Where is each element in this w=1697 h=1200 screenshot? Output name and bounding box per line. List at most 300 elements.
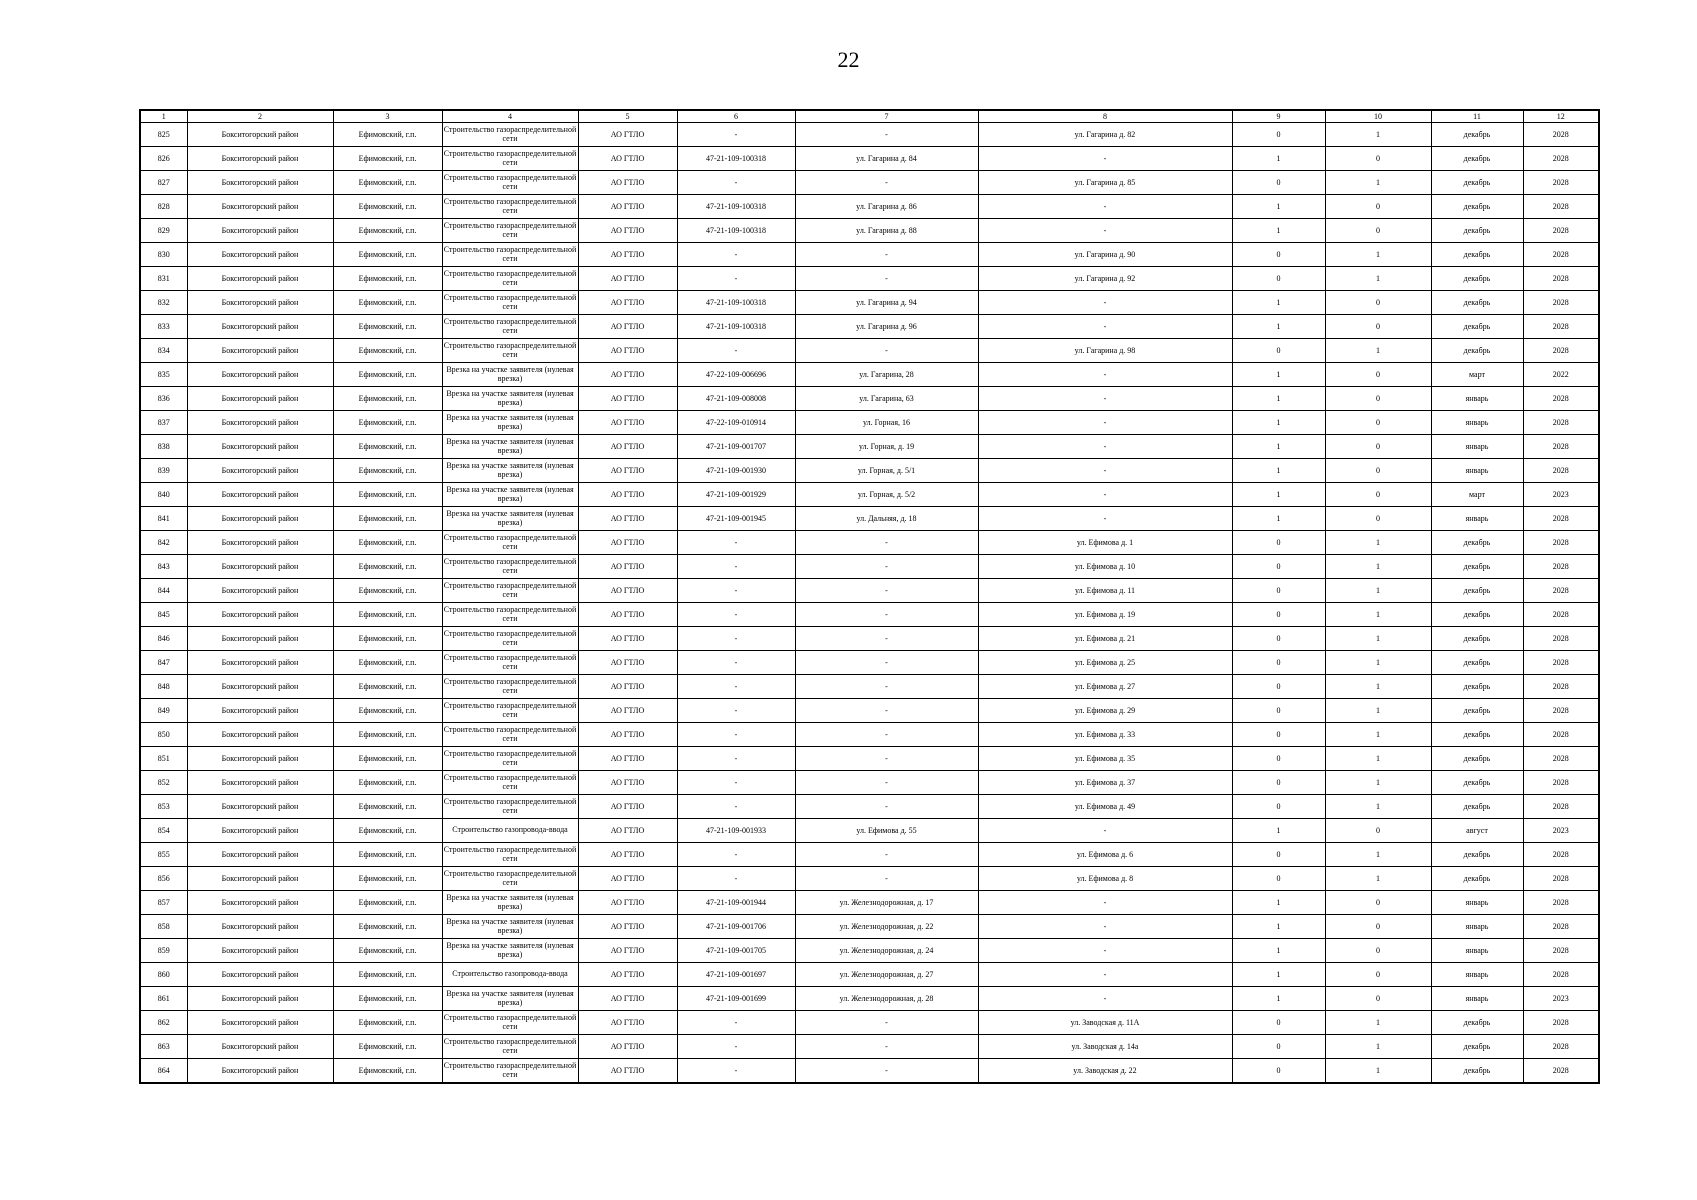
- network-address-cell: -: [978, 195, 1232, 219]
- settlement-cell: Ефимовский, г.п.: [333, 195, 442, 219]
- cadastral-number-cell: -: [677, 171, 795, 195]
- count-a-cell: 1: [1232, 315, 1325, 339]
- row-index: 853: [140, 795, 187, 819]
- applicant-address-cell: -: [795, 1011, 978, 1035]
- applicant-address-cell: -: [795, 843, 978, 867]
- row-index: 838: [140, 435, 187, 459]
- count-b-cell: 1: [1325, 651, 1431, 675]
- count-a-cell: 0: [1232, 603, 1325, 627]
- year-cell: 2028: [1523, 651, 1599, 675]
- month-cell: декабрь: [1431, 147, 1523, 171]
- year-cell: 2028: [1523, 843, 1599, 867]
- cadastral-number-cell: 47-21-109-001707: [677, 435, 795, 459]
- month-cell: декабрь: [1431, 195, 1523, 219]
- cadastral-number-cell: -: [677, 579, 795, 603]
- count-b-cell: 0: [1325, 819, 1431, 843]
- count-b-cell: 0: [1325, 147, 1431, 171]
- row-index: 855: [140, 843, 187, 867]
- network-address-cell: -: [978, 459, 1232, 483]
- month-cell: январь: [1431, 411, 1523, 435]
- table-row: [140, 771, 1599, 795]
- work-type-cell: Врезка на участке заявителя (нулевая врезка): [442, 891, 578, 915]
- network-address-cell: ул. Ефимова д. 37: [978, 771, 1232, 795]
- applicant-address-cell: -: [795, 771, 978, 795]
- count-b-cell: 0: [1325, 387, 1431, 411]
- applicant-address-cell: -: [795, 1035, 978, 1059]
- network-address-cell: ул. Ефимова д. 11: [978, 579, 1232, 603]
- district-cell: Бокситогорский район: [187, 891, 333, 915]
- count-b-cell: 0: [1325, 219, 1431, 243]
- settlement-cell: Ефимовский, г.п.: [333, 1011, 442, 1035]
- cadastral-number-cell: -: [677, 795, 795, 819]
- count-a-cell: 1: [1232, 459, 1325, 483]
- count-a-cell: 1: [1232, 819, 1325, 843]
- count-b-cell: 1: [1325, 243, 1431, 267]
- row-index: 864: [140, 1059, 187, 1084]
- month-cell: декабрь: [1431, 579, 1523, 603]
- work-type-cell: Врезка на участке заявителя (нулевая врезка): [442, 411, 578, 435]
- year-cell: 2028: [1523, 171, 1599, 195]
- count-b-cell: 0: [1325, 459, 1431, 483]
- year-cell: 2028: [1523, 939, 1599, 963]
- month-cell: декабрь: [1431, 123, 1523, 147]
- column-number-9: 9: [1232, 110, 1325, 123]
- applicant-address-cell: -: [795, 579, 978, 603]
- column-number-3: 3: [333, 110, 442, 123]
- network-address-cell: ул. Гагарина д. 92: [978, 267, 1232, 291]
- row-index: 840: [140, 483, 187, 507]
- count-b-cell: 0: [1325, 987, 1431, 1011]
- organization-cell: АО ГТЛО: [578, 603, 677, 627]
- work-type-cell: Строительство газораспределительной сети: [442, 579, 578, 603]
- applicant-address-cell: -: [795, 267, 978, 291]
- applicant-address-cell: ул. Горная, 16: [795, 411, 978, 435]
- year-cell: 2028: [1523, 963, 1599, 987]
- district-cell: Бокситогорский район: [187, 123, 333, 147]
- settlement-cell: Ефимовский, г.п.: [333, 795, 442, 819]
- count-b-cell: 1: [1325, 699, 1431, 723]
- count-b-cell: 0: [1325, 939, 1431, 963]
- network-address-cell: -: [978, 411, 1232, 435]
- work-type-cell: Строительство газораспределительной сети: [442, 795, 578, 819]
- table-row: [140, 867, 1599, 891]
- year-cell: 2028: [1523, 531, 1599, 555]
- count-a-cell: 0: [1232, 555, 1325, 579]
- column-number-row: [140, 110, 1599, 123]
- cadastral-number-cell: -: [677, 675, 795, 699]
- table-row: [140, 915, 1599, 939]
- column-number-4: 4: [442, 110, 578, 123]
- count-a-cell: 0: [1232, 747, 1325, 771]
- table-row: [140, 243, 1599, 267]
- table-row: [140, 723, 1599, 747]
- row-index: 828: [140, 195, 187, 219]
- district-cell: Бокситогорский район: [187, 291, 333, 315]
- count-a-cell: 1: [1232, 987, 1325, 1011]
- month-cell: декабрь: [1431, 219, 1523, 243]
- table-row: [140, 1035, 1599, 1059]
- work-type-cell: Врезка на участке заявителя (нулевая врезка): [442, 483, 578, 507]
- month-cell: январь: [1431, 891, 1523, 915]
- page-number: 22: [837, 47, 860, 72]
- count-a-cell: 1: [1232, 483, 1325, 507]
- table-row: [140, 267, 1599, 291]
- count-a-cell: 0: [1232, 171, 1325, 195]
- network-address-cell: -: [978, 315, 1232, 339]
- count-a-cell: 0: [1232, 795, 1325, 819]
- row-index: 841: [140, 507, 187, 531]
- cadastral-number-cell: -: [677, 243, 795, 267]
- applicant-address-cell: -: [795, 123, 978, 147]
- row-index: 826: [140, 147, 187, 171]
- cadastral-number-cell: 47-21-109-001933: [677, 819, 795, 843]
- work-type-cell: Врезка на участке заявителя (нулевая врезка): [442, 507, 578, 531]
- row-index: 858: [140, 915, 187, 939]
- row-index: 827: [140, 171, 187, 195]
- month-cell: декабрь: [1431, 1011, 1523, 1035]
- network-address-cell: ул. Ефимова д. 6: [978, 843, 1232, 867]
- count-a-cell: 0: [1232, 627, 1325, 651]
- row-index: 852: [140, 771, 187, 795]
- count-a-cell: 0: [1232, 675, 1325, 699]
- settlement-cell: Ефимовский, г.п.: [333, 579, 442, 603]
- count-b-cell: 0: [1325, 483, 1431, 507]
- year-cell: 2028: [1523, 603, 1599, 627]
- table-row: [140, 123, 1599, 147]
- organization-cell: АО ГТЛО: [578, 675, 677, 699]
- cadastral-number-cell: 47-21-109-100318: [677, 219, 795, 243]
- organization-cell: АО ГТЛО: [578, 699, 677, 723]
- count-b-cell: 1: [1325, 555, 1431, 579]
- organization-cell: АО ГТЛО: [578, 483, 677, 507]
- row-index: 850: [140, 723, 187, 747]
- row-index: 859: [140, 939, 187, 963]
- count-b-cell: 1: [1325, 579, 1431, 603]
- row-index: 857: [140, 891, 187, 915]
- organization-cell: АО ГТЛО: [578, 219, 677, 243]
- settlement-cell: Ефимовский, г.п.: [333, 123, 442, 147]
- count-a-cell: 1: [1232, 939, 1325, 963]
- year-cell: 2028: [1523, 339, 1599, 363]
- cadastral-number-cell: 47-21-109-001929: [677, 483, 795, 507]
- month-cell: декабрь: [1431, 651, 1523, 675]
- count-a-cell: 0: [1232, 1011, 1325, 1035]
- count-a-cell: 1: [1232, 219, 1325, 243]
- count-a-cell: 0: [1232, 1035, 1325, 1059]
- organization-cell: АО ГТЛО: [578, 555, 677, 579]
- organization-cell: АО ГТЛО: [578, 531, 677, 555]
- district-cell: Бокситогорский район: [187, 915, 333, 939]
- network-address-cell: ул. Гагарина д. 85: [978, 171, 1232, 195]
- month-cell: декабрь: [1431, 603, 1523, 627]
- cadastral-number-cell: 47-21-109-001945: [677, 507, 795, 531]
- year-cell: 2028: [1523, 1035, 1599, 1059]
- settlement-cell: Ефимовский, г.п.: [333, 291, 442, 315]
- count-b-cell: 0: [1325, 915, 1431, 939]
- table-row: [140, 963, 1599, 987]
- row-index: 833: [140, 315, 187, 339]
- count-a-cell: 1: [1232, 363, 1325, 387]
- work-type-cell: Строительство газораспределительной сети: [442, 1035, 578, 1059]
- work-type-cell: Строительство газораспределительной сети: [442, 723, 578, 747]
- count-b-cell: 0: [1325, 435, 1431, 459]
- row-index: 848: [140, 675, 187, 699]
- count-a-cell: 1: [1232, 147, 1325, 171]
- cadastral-number-cell: 47-21-109-001697: [677, 963, 795, 987]
- count-b-cell: 1: [1325, 171, 1431, 195]
- month-cell: январь: [1431, 435, 1523, 459]
- month-cell: декабрь: [1431, 267, 1523, 291]
- year-cell: 2028: [1523, 411, 1599, 435]
- year-cell: 2028: [1523, 147, 1599, 171]
- network-address-cell: -: [978, 363, 1232, 387]
- year-cell: 2028: [1523, 195, 1599, 219]
- table-row: [140, 747, 1599, 771]
- network-address-cell: ул. Ефимова д. 49: [978, 795, 1232, 819]
- work-type-cell: Строительство газораспределительной сети: [442, 291, 578, 315]
- count-a-cell: 0: [1232, 123, 1325, 147]
- organization-cell: АО ГТЛО: [578, 267, 677, 291]
- month-cell: март: [1431, 363, 1523, 387]
- district-cell: Бокситогорский район: [187, 603, 333, 627]
- applicant-address-cell: ул. Железнодорожная, д. 22: [795, 915, 978, 939]
- table-body: [140, 123, 1599, 1084]
- district-cell: Бокситогорский район: [187, 651, 333, 675]
- district-cell: Бокситогорский район: [187, 363, 333, 387]
- row-index: 846: [140, 627, 187, 651]
- count-a-cell: 0: [1232, 243, 1325, 267]
- count-b-cell: 1: [1325, 267, 1431, 291]
- year-cell: 2028: [1523, 747, 1599, 771]
- organization-cell: АО ГТЛО: [578, 147, 677, 171]
- month-cell: декабрь: [1431, 339, 1523, 363]
- network-address-cell: -: [978, 147, 1232, 171]
- applicant-address-cell: -: [795, 555, 978, 579]
- month-cell: декабрь: [1431, 747, 1523, 771]
- table-row: [140, 363, 1599, 387]
- district-cell: Бокситогорский район: [187, 1059, 333, 1084]
- row-index: 849: [140, 699, 187, 723]
- table-row: [140, 387, 1599, 411]
- year-cell: 2028: [1523, 891, 1599, 915]
- cadastral-number-cell: 47-22-109-006696: [677, 363, 795, 387]
- count-a-cell: 1: [1232, 435, 1325, 459]
- network-address-cell: ул. Ефимова д. 19: [978, 603, 1232, 627]
- network-address-cell: -: [978, 291, 1232, 315]
- settlement-cell: Ефимовский, г.п.: [333, 843, 442, 867]
- organization-cell: АО ГТЛО: [578, 795, 677, 819]
- work-type-cell: Строительство газораспределительной сети: [442, 531, 578, 555]
- row-index: 830: [140, 243, 187, 267]
- month-cell: декабрь: [1431, 699, 1523, 723]
- settlement-cell: Ефимовский, г.п.: [333, 651, 442, 675]
- cadastral-number-cell: -: [677, 339, 795, 363]
- applicant-address-cell: -: [795, 1059, 978, 1084]
- settlement-cell: Ефимовский, г.п.: [333, 963, 442, 987]
- month-cell: март: [1431, 483, 1523, 507]
- month-cell: декабрь: [1431, 675, 1523, 699]
- table-row: [140, 1011, 1599, 1035]
- year-cell: 2028: [1523, 435, 1599, 459]
- work-type-cell: Строительство газораспределительной сети: [442, 195, 578, 219]
- network-address-cell: ул. Ефимова д. 29: [978, 699, 1232, 723]
- network-address-cell: -: [978, 963, 1232, 987]
- district-cell: Бокситогорский район: [187, 531, 333, 555]
- count-b-cell: 1: [1325, 771, 1431, 795]
- row-index: 839: [140, 459, 187, 483]
- network-address-cell: ул. Ефимова д. 8: [978, 867, 1232, 891]
- year-cell: 2023: [1523, 987, 1599, 1011]
- year-cell: 2028: [1523, 291, 1599, 315]
- work-type-cell: Строительство газопровода-ввода: [442, 963, 578, 987]
- district-cell: Бокситогорский район: [187, 675, 333, 699]
- count-a-cell: 0: [1232, 267, 1325, 291]
- cadastral-number-cell: -: [677, 1011, 795, 1035]
- district-cell: Бокситогорский район: [187, 747, 333, 771]
- year-cell: 2028: [1523, 771, 1599, 795]
- settlement-cell: Ефимовский, г.п.: [333, 675, 442, 699]
- organization-cell: АО ГТЛО: [578, 411, 677, 435]
- column-number-10: 10: [1325, 110, 1431, 123]
- count-a-cell: 0: [1232, 1059, 1325, 1084]
- organization-cell: АО ГТЛО: [578, 771, 677, 795]
- applicant-address-cell: -: [795, 795, 978, 819]
- month-cell: декабрь: [1431, 867, 1523, 891]
- settlement-cell: Ефимовский, г.п.: [333, 531, 442, 555]
- organization-cell: АО ГТЛО: [578, 507, 677, 531]
- count-b-cell: 0: [1325, 963, 1431, 987]
- month-cell: декабрь: [1431, 771, 1523, 795]
- work-type-cell: Строительство газораспределительной сети: [442, 267, 578, 291]
- row-index: 856: [140, 867, 187, 891]
- month-cell: декабрь: [1431, 555, 1523, 579]
- work-type-cell: Строительство газораспределительной сети: [442, 747, 578, 771]
- table-row: [140, 987, 1599, 1011]
- organization-cell: АО ГТЛО: [578, 579, 677, 603]
- cadastral-number-cell: 47-21-109-100318: [677, 291, 795, 315]
- row-index: 851: [140, 747, 187, 771]
- count-a-cell: 1: [1232, 891, 1325, 915]
- applicant-address-cell: -: [795, 603, 978, 627]
- column-number-1: 1: [140, 110, 187, 123]
- cadastral-number-cell: 47-21-109-001706: [677, 915, 795, 939]
- cadastral-number-cell: -: [677, 747, 795, 771]
- column-number-12: 12: [1523, 110, 1599, 123]
- table-row: [140, 339, 1599, 363]
- network-address-cell: ул. Ефимова д. 1: [978, 531, 1232, 555]
- district-cell: Бокситогорский район: [187, 219, 333, 243]
- row-index: 861: [140, 987, 187, 1011]
- district-cell: Бокситогорский район: [187, 627, 333, 651]
- network-address-cell: ул. Ефимова д. 35: [978, 747, 1232, 771]
- work-type-cell: Врезка на участке заявителя (нулевая врезка): [442, 987, 578, 1011]
- network-address-cell: -: [978, 387, 1232, 411]
- cadastral-number-cell: -: [677, 531, 795, 555]
- table-row: [140, 555, 1599, 579]
- work-type-cell: Строительство газораспределительной сети: [442, 219, 578, 243]
- work-type-cell: Строительство газораспределительной сети: [442, 555, 578, 579]
- cadastral-number-cell: -: [677, 555, 795, 579]
- work-type-cell: Врезка на участке заявителя (нулевая врезка): [442, 939, 578, 963]
- year-cell: 2028: [1523, 579, 1599, 603]
- month-cell: декабрь: [1431, 843, 1523, 867]
- table-row: [140, 843, 1599, 867]
- count-b-cell: 1: [1325, 1011, 1431, 1035]
- network-address-cell: -: [978, 435, 1232, 459]
- organization-cell: АО ГТЛО: [578, 315, 677, 339]
- month-cell: январь: [1431, 987, 1523, 1011]
- cadastral-number-cell: -: [677, 867, 795, 891]
- district-cell: Бокситогорский район: [187, 147, 333, 171]
- district-cell: Бокситогорский район: [187, 843, 333, 867]
- district-cell: Бокситогорский район: [187, 411, 333, 435]
- settlement-cell: Ефимовский, г.п.: [333, 387, 442, 411]
- work-type-cell: Строительство газораспределительной сети: [442, 1011, 578, 1035]
- network-address-cell: ул. Заводская д. 22: [978, 1059, 1232, 1084]
- year-cell: 2028: [1523, 219, 1599, 243]
- month-cell: январь: [1431, 915, 1523, 939]
- count-b-cell: 0: [1325, 195, 1431, 219]
- work-type-cell: Строительство газораспределительной сети: [442, 675, 578, 699]
- applicant-address-cell: ул. Гагарина д. 84: [795, 147, 978, 171]
- district-cell: Бокситогорский район: [187, 339, 333, 363]
- cadastral-number-cell: -: [677, 843, 795, 867]
- cadastral-number-cell: 47-21-109-001705: [677, 939, 795, 963]
- district-cell: Бокситогорский район: [187, 387, 333, 411]
- table-row: [140, 459, 1599, 483]
- applicant-address-cell: ул. Железнодорожная, д. 24: [795, 939, 978, 963]
- table-row: [140, 195, 1599, 219]
- settlement-cell: Ефимовский, г.п.: [333, 747, 442, 771]
- row-index: 834: [140, 339, 187, 363]
- year-cell: 2028: [1523, 555, 1599, 579]
- applicant-address-cell: ул. Дальняя, д. 18: [795, 507, 978, 531]
- district-cell: Бокситогорский район: [187, 1035, 333, 1059]
- district-cell: Бокситогорский район: [187, 819, 333, 843]
- cadastral-number-cell: 47-21-109-100318: [677, 315, 795, 339]
- settlement-cell: Ефимовский, г.п.: [333, 915, 442, 939]
- cadastral-number-cell: -: [677, 603, 795, 627]
- work-type-cell: Врезка на участке заявителя (нулевая врезка): [442, 363, 578, 387]
- count-a-cell: 1: [1232, 411, 1325, 435]
- network-address-cell: ул. Ефимова д. 21: [978, 627, 1232, 651]
- cadastral-number-cell: 47-21-109-001944: [677, 891, 795, 915]
- district-cell: Бокситогорский район: [187, 555, 333, 579]
- count-b-cell: 1: [1325, 843, 1431, 867]
- applicant-address-cell: -: [795, 339, 978, 363]
- network-address-cell: -: [978, 891, 1232, 915]
- district-cell: Бокситогорский район: [187, 483, 333, 507]
- month-cell: декабрь: [1431, 723, 1523, 747]
- applicant-address-cell: ул. Железнодорожная, д. 27: [795, 963, 978, 987]
- row-index: 854: [140, 819, 187, 843]
- row-index: 845: [140, 603, 187, 627]
- settlement-cell: Ефимовский, г.п.: [333, 411, 442, 435]
- count-a-cell: 0: [1232, 531, 1325, 555]
- organization-cell: АО ГТЛО: [578, 627, 677, 651]
- table-row: [140, 651, 1599, 675]
- work-type-cell: Строительство газораспределительной сети: [442, 771, 578, 795]
- count-a-cell: 0: [1232, 723, 1325, 747]
- cadastral-number-cell: -: [677, 771, 795, 795]
- cadastral-number-cell: 47-21-109-100318: [677, 147, 795, 171]
- table-row: [140, 435, 1599, 459]
- table-row: [140, 795, 1599, 819]
- applicant-address-cell: ул. Гагарина д. 94: [795, 291, 978, 315]
- settlement-cell: Ефимовский, г.п.: [333, 939, 442, 963]
- month-cell: январь: [1431, 939, 1523, 963]
- table-row: [140, 579, 1599, 603]
